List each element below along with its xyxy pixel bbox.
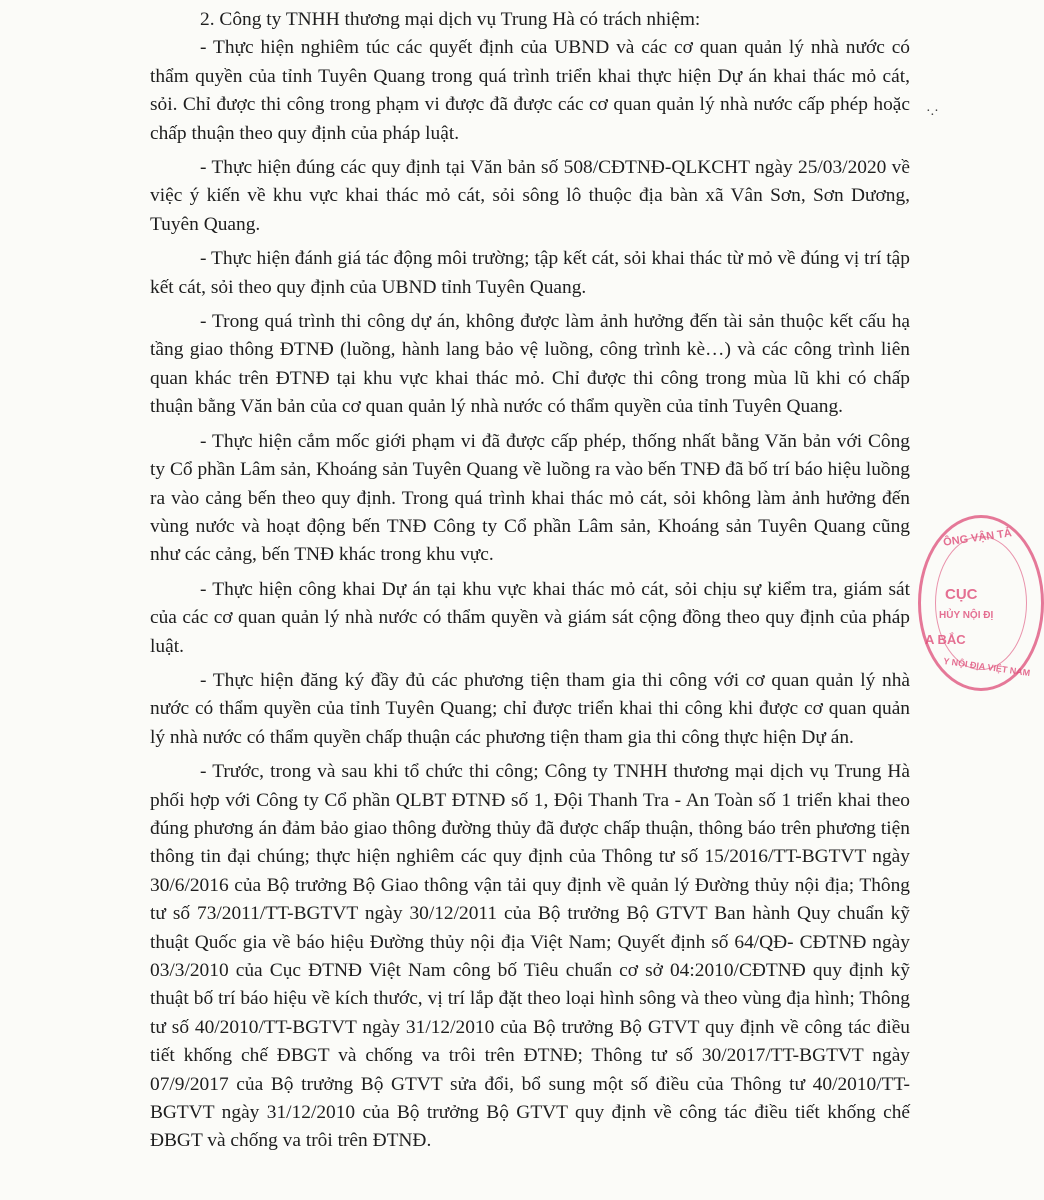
paragraph-7: - Thực hiện đăng ký đầy đủ các phương tiện tham gia thi công với cơ quan quản lý nhà nước có thẩm quyền của tỉnh Tuyên Quang; chỉ được triển khai thi công khi được cơ quan quản lý nhà nước có thẩm quyền chấp thuận các phương tiện tham gia thi công thực hiện Dự án. (150, 669, 910, 748)
stamp-text-bottom: Y NỘI ĐỊA VIỆT NAM (942, 655, 1031, 679)
paragraph-4: - Trong quá trình thi công dự án, không được làm ảnh hưởng đến tài sản thuộc kết cấu hạ tầng giao thông ĐTNĐ (luồng, hành lang bảo vệ luồng, công trình kè…) và các công trình liên quan khác trên ĐTNĐ tại khu vực khai thác mỏ. Chỉ được thi công trong mùa lũ khi có chấp thuận bằng Văn bản của cơ quan quản lý nhà nước có thẩm quyền của tỉnh Tuyên Quang. (150, 311, 910, 418)
paragraph-3: - Thực hiện đánh giá tác động môi trường; tập kết cát, sỏi khai thác từ mỏ về đúng vị trí tập kết cát, sỏi theo quy định của UBND tỉnh Tuyên Quang. (150, 248, 910, 298)
paragraph-1: - Thực hiện nghiêm túc các quyết định của UBND và các cơ quan quản lý nhà nước có thẩm quyền của tỉnh Tuyên Quang trong quá trình triển khai thực hiện Dự án khai thác mỏ cát, sỏi. Chỉ được thi công trong phạm vi được đã được các cơ quan quản lý nhà nước cấp phép hoặc chấp thuận theo quy định của pháp luật. (150, 37, 910, 144)
paragraph-2: - Thực hiện đúng các quy định tại Văn bản số 508/CĐTNĐ-QLKCHT ngày 25/03/2020 về việc ý kiến về khu vực khai thác mỏ cát, sỏi sông lô thuộc địa bàn xã Vân Sơn, Sơn Dương, Tuyên Quang. (150, 157, 910, 235)
stamp-text-center: CỤC (945, 586, 978, 603)
paragraph-8: - Trước, trong và sau khi tổ chức thi công; Công ty TNHH thương mại dịch vụ Trung Hà phối hợp với Công ty Cổ phần QLBT ĐTNĐ số 1, Đội Thanh Tra - An Toàn số 1 triển khai theo đúng phương án đảm bảo giao thông đường thủy đã được chấp thuận, thông báo trên phương tiện thông tin đại chúng; thực hiện nghiêm các quy định của Thông tư số 15/2016/TT-BGTVT ngày 30/6/2016 của Bộ trưởng Bộ Giao thông vận tải quy định về quản lý Đường thủy nội địa; Thông tư số 73/2011/TT-BGTVT ngày 30/12/2011 của Bộ trưởng Bộ GTVT Ban hành Quy chuẩn kỹ thuật Quốc gia về báo hiệu Đường thủy nội địa Việt Nam; Quyết định số 64/QĐ- CĐTNĐ ngày 03/3/2010 của Cục ĐTNĐ Việt Nam công bố Tiêu chuẩn cơ sở 04:2010/CĐTNĐ quy định kỹ thuật bố trí báo hiệu về kích thước, vị trí lắp đặt theo loại hình sông và theo vùng địa hình; Thông tư số 40/2010/TT-BGTVT ngày 31/12/2010 của Bộ trưởng Bộ GTVT quy định về công tác điều tiết khống chế ĐBGT và chống va trôi trên ĐTNĐ; Thông tư số 30/2017/TT-BGTVT ngày 07/9/2017 của Bộ trưởng Bộ GTVT sửa đổi, bổ sung một số điều của Thông tư 40/2010/TT-BGTVT ngày 31/12/2010 của Bộ trưởng Bộ GTVT quy định về công tác điều tiết khống chế ĐBGT và chống va trôi trên ĐTNĐ. (150, 761, 910, 1152)
document-page (150, 6, 910, 1162)
stamp-text-top: ÔNG VẬN TẢ (942, 527, 1013, 549)
stamp-text-middle: HỦY NỘI ĐỊ (939, 610, 994, 621)
stamp-text-region: A BẮC (925, 632, 966, 647)
scan-speck: ·.· (926, 104, 939, 119)
official-stamp (918, 515, 1044, 691)
section-heading: 2. Công ty TNHH thương mại dịch vụ Trung Hà có trách nhiệm: (200, 9, 701, 30)
stamp-inner-ring (935, 536, 1027, 670)
paragraph-6: - Thực hiện công khai Dự án tại khu vực khai thác mỏ cát, sỏi chịu sự kiểm tra, giám sát của các cơ quan quản lý nhà nước có thẩm quyền và giám sát cộng đồng theo quy định của pháp luật. (150, 578, 910, 657)
paragraph-5: - Thực hiện cắm mốc giới phạm vi đã được cấp phép, thống nhất bằng Văn bản với Công ty Cổ phần Lâm sản, Khoáng sản Tuyên Quang về luồng ra vào bến TNĐ đã bố trí báo hiệu luồng ra vào cảng bến theo quy định. Trong quá trình khai thác mỏ cát, sỏi không làm ảnh hưởng đến vùng nước và hoạt động bến TNĐ Công ty Cổ phần Lâm sản, Khoáng sản Tuyên Quang cũng như các cảng, bến TNĐ khác trong khu vực. (150, 430, 910, 566)
